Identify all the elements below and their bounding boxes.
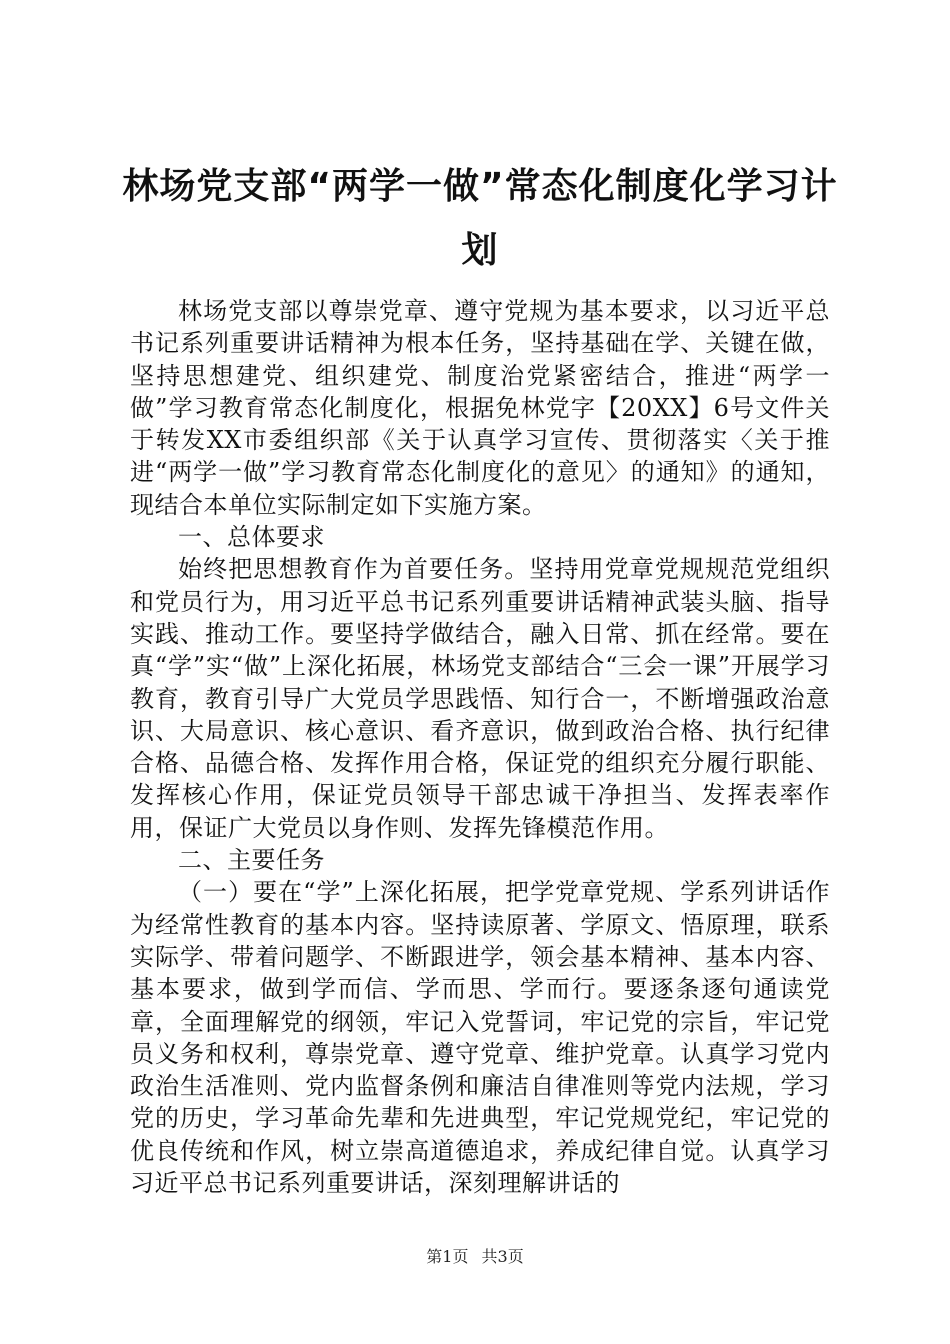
intro-paragraph: 林场党支部以尊崇党章、遵守党规为基本要求，以习近平总书记系列重要讲话精神为根本任务，坚持基础在学、关键在做，坚持思想建党、组织建党、制度治党紧密结合，推进“两学一做”学习教育常态化制度化，根据免林党字【20XX】6号文件关于转发XX市委组织部《关于认真学习宣传、贯彻落实〈关于推进“两学一做”学习教育常态化制度化的意见〉的通知》的通知，现结合本单位实际制定如下实施方案。 — [130, 297, 830, 519]
general-requirements-paragraph: 始终把思想教育作为首要任务。坚持用党章党规规范党组织和党员行为，用习近平总书记系列重要讲话精神武装头脑、指导实践、推动工作。要坚持学做结合，融入日常、抓在经常。要在真“学”实“做”上深化拓展，林场党支部结合“三会一课”开展学习教育，教育引导广大党员学思践悟、知行合一，不断增强政治意识、大局意识、核心意识、看齐意识，做到政治合格、执行纪律合格、品德合格、发挥作用合格，保证党的组织充分履行职能、发挥核心作用，保证党员领导干部忠诚干净担当、发挥表率作用，保证广大党员以身作则、发挥先锋模范作用。 — [130, 555, 830, 842]
page-total: 共3页 — [481, 1247, 524, 1266]
section-heading-main-tasks: 二、主要任务 — [178, 846, 325, 875]
main-tasks-paragraph-1: （一）要在“学”上深化拓展，把学党章党规、学系列讲话作为经常性教育的基本内容。坚持读原著、学原文、悟原理，联系实际学、带着问题学、不断跟进学，领会基本精神、基本内容、基本要求，做到学而信、学而思、学而行。要逐条逐句通读党章，全面理解党的纲领，牢记入党誓词，牢记党的宗旨，牢记党员义务和权利，尊崇党章、遵守党章、维护党章。认真学习党内政治生活准则、党内监督条例和廉洁自律准则等党内法规，学习党的历史，学习革命先辈和先进典型，牢记党规党纪，牢记党的优良传统和作风，树立崇高道德追求，养成纪律自觉。认真学习习近平总书记系列重要讲话，深刻理解讲话的 — [130, 878, 830, 1198]
section-heading-general-requirements: 一、总体要求 — [178, 523, 325, 552]
document-body — [130, 295, 830, 1199]
page-footer — [0, 1244, 950, 1267]
document-title: 林场党支部“两学一做”常态化制度化学习计划 — [122, 166, 838, 271]
page-number: 第1页 — [426, 1247, 469, 1266]
